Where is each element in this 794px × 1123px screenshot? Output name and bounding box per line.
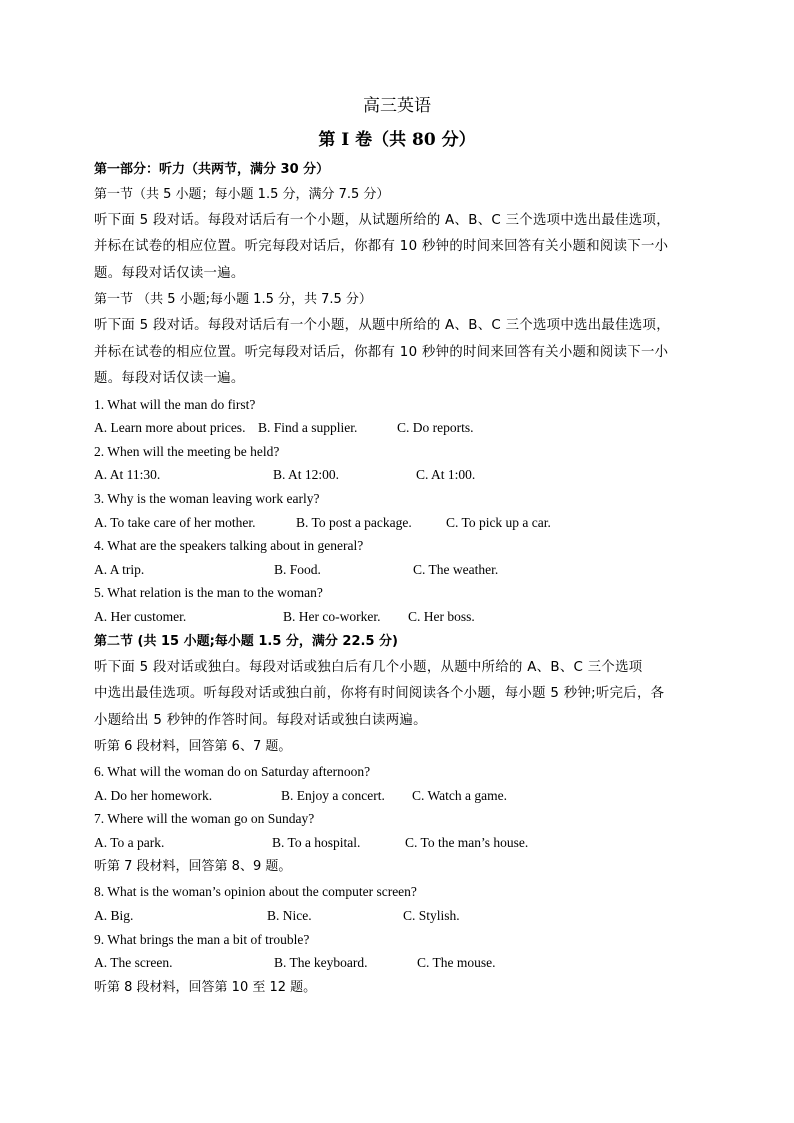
option-c: C. To pick up a car. xyxy=(446,514,551,530)
option-c: C. Stylish. xyxy=(403,908,460,923)
instruction-line: 听下面 5 段对话。每段对话后有一个小题，从试题所给的 A、B、C 三个选项中选出最佳选项， xyxy=(94,212,670,228)
instruction-line: 并标在试卷的相应位置。听完每段对话后，你都有 10 秒钟的时间来回答有关小题和阅读下一小 xyxy=(94,239,669,255)
material-heading: 听第 7 段材料，回答第 8、9 题。 xyxy=(94,859,292,875)
instruction-line: 中选出最佳选项。听每段对话或独白前，你将有时间阅读各个小题，每小题 5 秒钟;听完后，各 xyxy=(94,686,665,702)
exam-title: 高三英语 xyxy=(363,96,431,116)
question-options xyxy=(94,511,714,535)
option-c: C. The weather. xyxy=(413,561,499,577)
section1b-heading: 第一节 （共 5 小题;每小题 1.5 分，共 7.5 分） xyxy=(94,292,372,308)
section1a-instructions xyxy=(94,208,714,288)
instruction-line: 题。每段对话仅读一遍。 xyxy=(94,371,245,387)
section2-instructions xyxy=(94,655,714,735)
section1b-instructions xyxy=(94,313,714,393)
instruction-line: 题。每段对话仅读一遍。 xyxy=(94,265,245,281)
question-block xyxy=(94,807,714,854)
option-c: C. Do reports. xyxy=(397,420,474,436)
question-text: 8. What is the woman’s opinion about the computer screen? xyxy=(94,884,417,900)
option-a: A. Do her homework. xyxy=(94,787,213,803)
option-b: B. At 12:00. xyxy=(273,467,340,483)
option-b: B. Her co-worker. xyxy=(283,608,381,624)
option-a: A. Her customer. xyxy=(94,608,187,624)
question-block xyxy=(94,534,714,581)
option-a: A. Big. xyxy=(94,908,134,923)
option-b: B. Nice. xyxy=(267,908,312,923)
option-b: B. To a hospital. xyxy=(272,834,361,850)
option-b: B. Enjoy a concert. xyxy=(281,787,385,803)
instruction-line: 小题给出 5 秒钟的作答时间。每段对话或独白读两遍。 xyxy=(94,712,427,728)
instruction-line: 听下面 5 段对话。每段对话后有一个小题，从题中所给的 A、B、C 三个选项中选出最佳选项， xyxy=(94,318,670,334)
question-block xyxy=(94,393,714,440)
option-c: C. Watch a game. xyxy=(412,787,508,803)
section1a-heading: 第一节（共 5 小题；每小题 1.5 分，满分 7.5 分） xyxy=(94,186,390,202)
question-options xyxy=(94,558,714,582)
option-b: B. The keyboard. xyxy=(274,955,368,971)
option-a: A. To take care of her mother. xyxy=(94,514,256,530)
option-c: C. At 1:00. xyxy=(416,467,476,483)
option-c: C. To the man’s house. xyxy=(405,834,529,850)
question-text: 9. What brings the man a bit of trouble? xyxy=(94,931,310,947)
question-block xyxy=(94,440,714,487)
question-options xyxy=(94,463,714,487)
question-block xyxy=(94,581,714,628)
material-heading: 听第 8 段材料，回答第 10 至 12 题。 xyxy=(94,979,317,995)
question-block xyxy=(94,880,714,927)
option-b: B. To post a package. xyxy=(296,514,412,530)
question-text: 5. What relation is the man to the woman? xyxy=(94,585,323,601)
question-text: 7. Where will the woman go on Sunday? xyxy=(94,811,315,827)
question-options xyxy=(94,831,714,855)
question-options xyxy=(94,784,714,808)
option-b: B. Food. xyxy=(274,561,321,577)
option-b: B. Find a supplier. xyxy=(258,420,358,436)
question-text: 6. What will the woman do on Saturday afternoon? xyxy=(94,764,371,780)
section2-heading: 第二节 (共 15 小题;每小题 1.5 分，满分 22.5 分) xyxy=(94,633,398,649)
question-options xyxy=(94,904,714,928)
material-heading: 听第 6 段材料，回答第 6、7 题。 xyxy=(94,739,292,755)
question-options xyxy=(94,416,714,440)
question-options xyxy=(94,605,714,629)
option-a: A. The screen. xyxy=(94,955,173,971)
instruction-line: 听下面 5 段对话或独白。每段对话或独白后有几个小题，从题中所给的 A、B、C 三个选项 xyxy=(94,659,643,675)
part1-heading: 第一部分：听力（共两节，满分 30 分） xyxy=(94,162,330,177)
option-a: A. Learn more about prices. xyxy=(94,420,246,436)
question-text: 4. What are the speakers talking about in general? xyxy=(94,538,364,554)
question-text: 2. When will the meeting be held? xyxy=(94,443,280,459)
option-c: C. The mouse. xyxy=(417,955,496,971)
option-a: A. A trip. xyxy=(94,561,145,577)
question-block xyxy=(94,487,714,534)
question-options xyxy=(94,951,714,975)
question-text: 1. What will the man do first? xyxy=(94,396,256,412)
question-text: 3. Why is the woman leaving work early? xyxy=(94,490,320,506)
option-c: C. Her boss. xyxy=(408,608,475,624)
option-a: A. At 11:30. xyxy=(94,467,161,483)
question-block xyxy=(94,928,714,975)
instruction-line: 并标在试卷的相应位置。听完每段对话后，你都有 10 秒钟的时间来回答有关小题和阅读下一小 xyxy=(94,344,669,360)
paper-subtitle: 第 I 卷（共 80 分） xyxy=(318,130,476,150)
exam-content xyxy=(94,158,714,1001)
question-block xyxy=(94,760,714,807)
option-a: A. To a park. xyxy=(94,834,165,850)
